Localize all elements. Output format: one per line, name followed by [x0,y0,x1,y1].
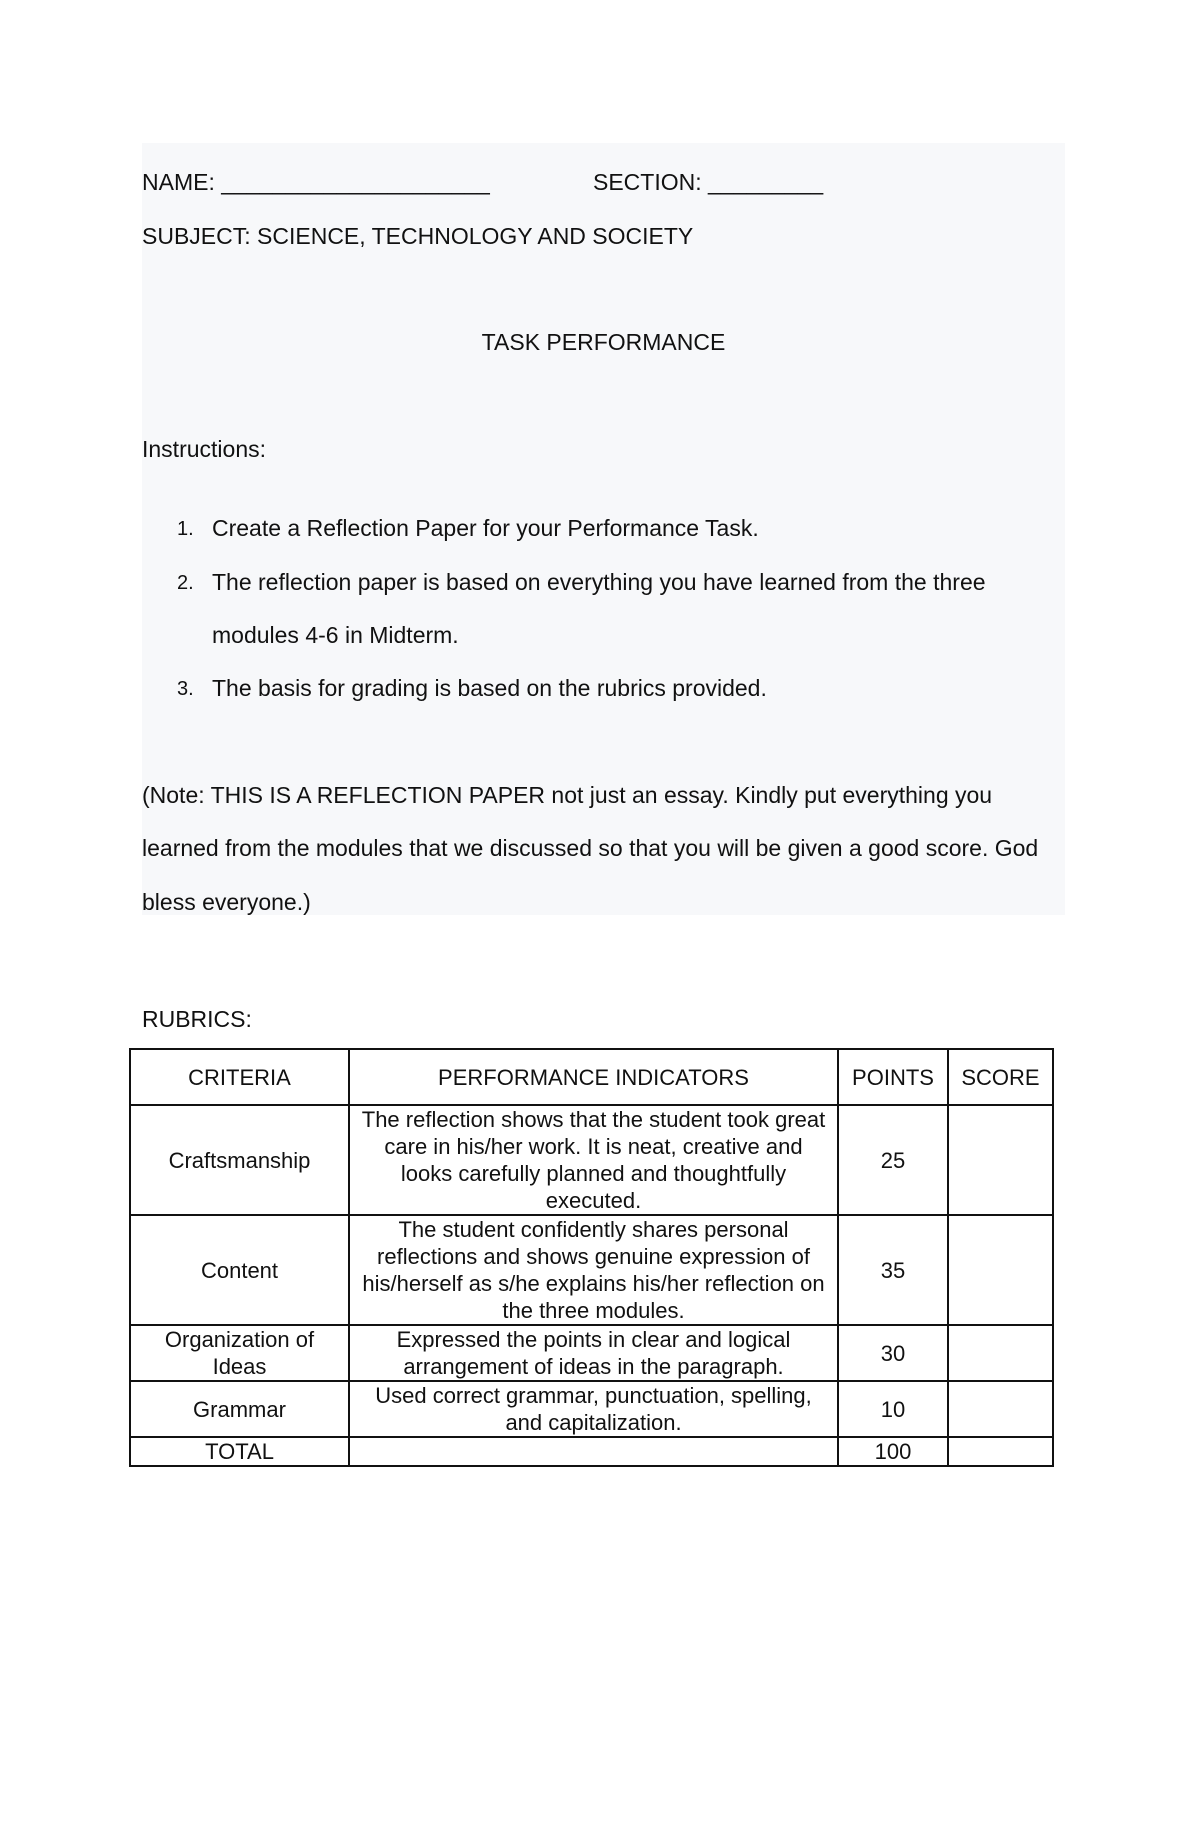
list-item: The reflection paper is based on everything you have learned from the three [212,569,986,595]
note-text: learned from the modules that we discussed so that you will be given a good score. God [142,835,1039,861]
criteria-cell: Content [130,1215,349,1325]
score-cell [948,1381,1053,1437]
table-row [130,1105,1053,1215]
indicator-cell: Expressed the points in clear and logical arrangement of ideas in the paragraph. [349,1325,838,1381]
list-number: 3. [177,678,194,700]
indicator-cell: The reflection shows that the student took great care in his/her work. It is neat, creative and looks carefully planned and thoughtfully executed. [349,1105,838,1215]
subject-line: SUBJECT: SCIENCE, TECHNOLOGY AND SOCIETY [142,223,694,249]
table-row [130,1381,1053,1437]
column-header: PERFORMANCE INDICATORS [349,1049,838,1105]
criteria-cell: Grammar [130,1381,349,1437]
indicator-cell [349,1437,838,1466]
total-score-cell [948,1437,1053,1466]
total-row [130,1437,1053,1466]
criteria-cell: Craftsmanship [130,1105,349,1215]
score-cell [948,1325,1053,1381]
section-field-label: SECTION: _________ [593,169,824,195]
total-label-cell: TOTAL [130,1437,349,1466]
list-item: Create a Reflection Paper for your Performance Task. [212,515,759,541]
list-number: 2. [177,572,194,594]
rubrics-table [129,1048,1054,1467]
indicator-cell: Used correct grammar, punctuation, spelling, and capitalization. [349,1381,838,1437]
points-cell: 10 [838,1381,948,1437]
note-text: (Note: THIS IS A REFLECTION PAPER not just an essay. Kindly put everything you [142,782,993,808]
criteria-cell: Organization of Ideas [130,1325,349,1381]
column-header: POINTS [838,1049,948,1105]
list-item-continued: modules 4-6 in Midterm. [212,622,459,648]
score-cell [948,1105,1053,1215]
list-item: The basis for grading is based on the rubrics provided. [212,675,767,701]
page-title: TASK PERFORMANCE [481,329,726,355]
indicator-cell: The student confidently shares personal reflections and shows genuine expression of his/herself as s/he explains his/her reflection on the three modules. [349,1215,838,1325]
table-header-row [130,1049,1053,1105]
points-cell: 35 [838,1215,948,1325]
list-number: 1. [177,518,194,540]
score-cell [948,1215,1053,1325]
total-points-cell: 100 [838,1437,948,1466]
name-field-label: NAME: _____________________ [142,169,490,195]
points-cell: 30 [838,1325,948,1381]
column-header: SCORE [948,1049,1053,1105]
points-cell: 25 [838,1105,948,1215]
note-text: bless everyone.) [142,889,311,915]
table-row [130,1215,1053,1325]
column-header: CRITERIA [130,1049,349,1105]
rubrics-heading: RUBRICS: [142,1006,252,1032]
instructions-heading: Instructions: [142,436,266,462]
table-row [130,1325,1053,1381]
